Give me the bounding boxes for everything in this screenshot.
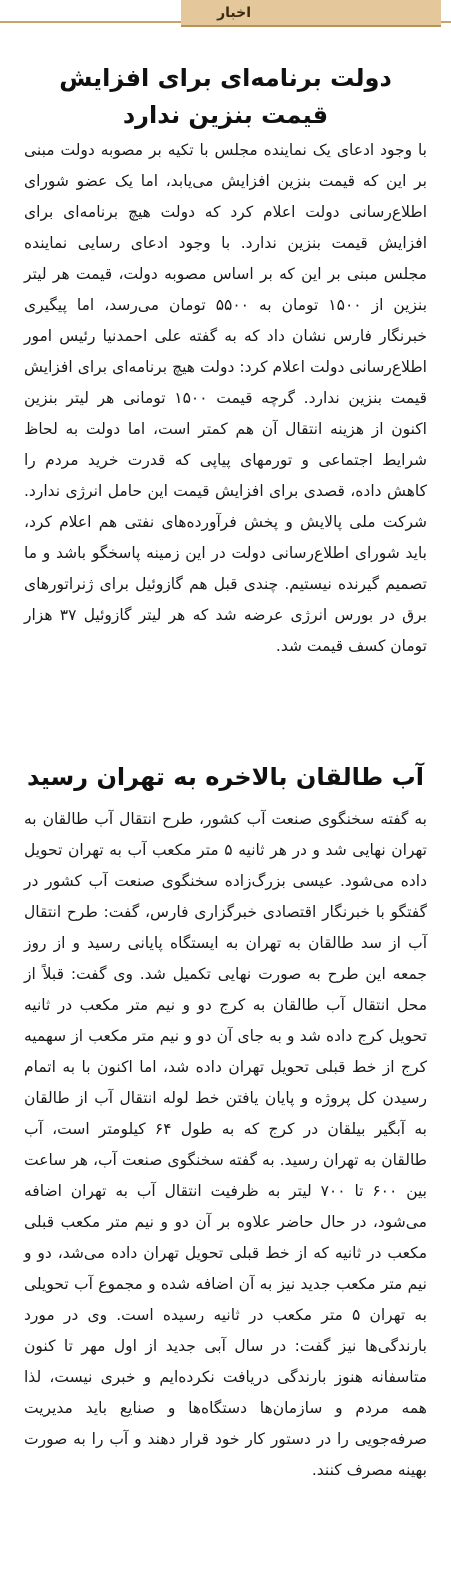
article-1-headline xyxy=(14,60,437,134)
article-1-headline-line2: قیمت بنزین ندارد xyxy=(122,101,329,129)
section-tab xyxy=(181,0,441,27)
article-2-headline-line1: آب طالقان بالاخره به تهران رسید xyxy=(27,763,424,791)
section-label: اخبار xyxy=(217,4,251,21)
article-2-headline xyxy=(14,757,437,797)
article-1-body: با وجود ادعای یک نماینده مجلس با تکیه بر مصوبه دولت مبنی بر این که قیمت بنزین افزایش می‌یابد، اما یک عضو شورای اطلاع‌رسانی دولت اعلام کرد که دولت هیچ برنامه‌ای برای افزایش قیمت بنزین ندارد. با وجود ادعای رسایی نماینده مجلس مبنی بر این که بر اساس مصوبه دولت، قیمت هر لیتر بنزین از ۱۵۰۰ تومان به ۵۵۰۰ تومان می‌رسد، اما پیگیری خبرنگار فارس نشان داد که به گفته علی احمدنیا رئیس امور اطلاع‌رسانی دولت اعلام کرد: دولت هیچ برنامه‌ای برای افزایش قیمت بنزین ندارد. گرچه قیمت ۱۵۰۰ تومانی هر لیتر بنزین اکنون از هزینه انتقال آن هم کمتر است، اما دولت به لحاظ شرایط اجتماعی و تورمهای پیاپی که قدرت خرید مردم را کاهش داده، قصدی برای افزایش قیمت این حامل انرژی ندارد. شرکت ملی پالایش و پخش فرآورده‌های نفتی هم اعلام کرد، باید شورای اطلاع‌رسانی دولت در این زمینه پاسخگو باشد و ما تصمیم گیرنده نیستیم. چندی قبل هم گازوئیل برای ژنراتورهای برق در بورس انرژی عرضه شد که هر لیتر گازوئیل ۳۷ هزار تومان کسف قیمت شد. xyxy=(24,141,428,655)
article-2-body: به گفته سخنگوی صنعت آب کشور، طرح انتقال آب طالقان به تهران نهایی شد و در هر ثانیه ۵ متر مکعب آب به تهران تحویل داده می‌شود. عیسی بزرگ‌زاده سخنگوی صنعت آب کشور در گفتگو با خبرنگار اقتصادی خبرگزاری فارس، گفت: طرح انتقال آب از سد طالقان به تهران به ایستگاه پایانی رسید و از روز جمعه این طرح به صورت نهایی تکمیل شد. وی گفت: قبلاً از محل انتقال آب طالقان به کرج دو و نیم متر مکعب در ثانیه تحویل کرج داده شد و به جای آن دو و نیم متر مکعب از سهمیه کرج از خط قبلی تحویل تهران داده شد، اما اکنون با به اتمام رسیدن کل پروژه و پایان یافتن خط لوله انتقال آب از طالقان به آبگیر بیلقان در کرج که به طول ۶۴ کیلومتر است، آب طالقان به تهران رسید. به گفته سخنگوی صنعت آب، هر ساعت بین ۶۰۰ تا ۷۰۰ لیتر به ظرفیت انتقال آب به تهران اضافه می‌شود، در حال حاضر علاوه بر آن دو و نیم متر مکعب قبلی مکعب در ثانیه که از خط قبلی تحویل تهران داده می‌شد، دو و نیم متر مکعب جدید نیز به آن اضافه شده و مجموع آب تحویلی به تهران ۵ متر مکعب در ثانیه رسیده است. وی در مورد بارندگی‌ها نیز گفت: در سال آبی جدید از اول مهر تا کنون متاسفانه هنوز بارندگی دریافت نکرده‌ایم و خبری نیست، لذا همه مردم و سازمان‌ها دستگاه‌ها و صنایع باید مدیریت صرفه‌جویی را در دستور کار خود قرار دهند و آب را به صورت بهینه مصرف کنند. xyxy=(24,810,427,1479)
article-1-headline-line1: دولت برنامه‌ای برای افزایش xyxy=(59,64,392,92)
